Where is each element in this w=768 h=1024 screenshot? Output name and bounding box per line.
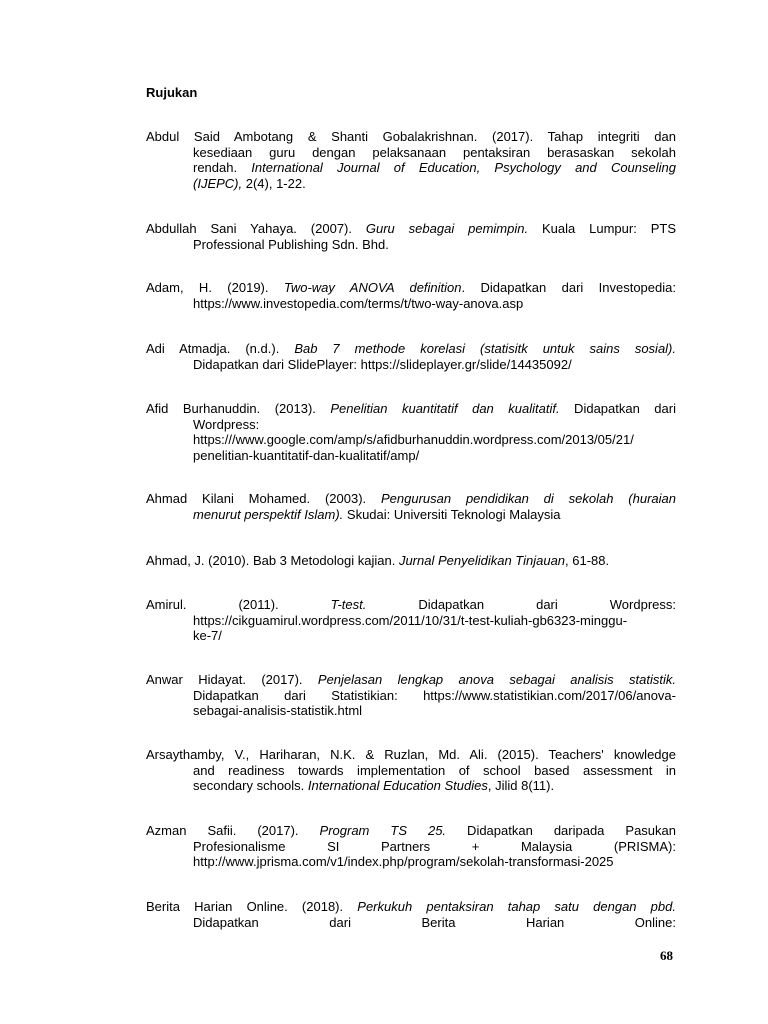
reference-line <box>146 763 676 779</box>
text: . Didapatkan dari Investopedia: <box>461 280 676 295</box>
reference-line <box>146 628 676 644</box>
reference-line <box>146 703 676 719</box>
text: https:///www.google.com/amp/s/afidburhanuddin.wordpress.com/2013/05/21/ <box>193 432 634 447</box>
text: https://cikguamirul.wordpress.com/2011/10/31/t-test-kuliah-gb6323-minggu- <box>193 612 628 628</box>
reference-line <box>146 237 676 253</box>
reference-line <box>146 507 676 523</box>
reference-line <box>146 432 676 448</box>
italic-text: Perkukuh pentaksiran tahap satu dengan pbd. <box>357 899 676 914</box>
reference-entry <box>146 221 676 252</box>
reference-line <box>146 839 676 855</box>
text: Didapatkan dari Berita Harian Online: <box>193 914 676 930</box>
reference-line <box>146 915 676 931</box>
italic-text: menurut perspektif Islam). <box>193 506 344 522</box>
text: Kuala Lumpur: PTS <box>528 221 676 236</box>
text: Arsaythamby, V., Hariharan, N.K. & Ruzlan, Md. Ali. (2015). Teachers' knowledge <box>146 747 676 762</box>
reference-entry <box>146 129 676 191</box>
text: Wordpress: <box>193 416 260 432</box>
text: Amirul. (2011). <box>146 597 331 612</box>
text: Abdullah Sani Yahaya. (2007). <box>146 221 366 236</box>
reference-line <box>146 401 676 417</box>
reference-entry <box>146 491 676 522</box>
reference-line <box>146 597 676 613</box>
page-number: 68 <box>660 948 673 963</box>
text: https://www.investopedia.com/terms/t/two-way-anova.asp <box>193 295 524 311</box>
reference-line <box>146 747 676 763</box>
reference-entry <box>146 401 676 463</box>
text: Didapatkan dari Statistikian: https://www.statistikian.com/2017/06/anova- <box>193 687 676 703</box>
text: Afid Burhanuddin. (2013). <box>146 401 331 416</box>
reference-entry <box>146 280 676 311</box>
reference-line <box>146 160 676 176</box>
reference-entry <box>146 899 676 930</box>
italic-text: Bab 7 methode korelasi (statisitk untuk sains sosial). <box>294 341 676 356</box>
reference-line <box>146 553 676 569</box>
reference-line <box>146 854 676 870</box>
text: rendah. <box>193 160 252 175</box>
text: , 61-88. <box>565 553 610 568</box>
text: Ahmad, J. (2010). Bab 3 Metodologi kajian. <box>146 553 399 568</box>
reference-line <box>146 823 676 839</box>
italic-text: (IJEPC), <box>193 175 243 191</box>
text: Anwar Hidayat. (2017). <box>146 672 318 687</box>
reference-entry <box>146 597 676 644</box>
reference-line <box>146 341 676 357</box>
reference-entry <box>146 747 676 794</box>
reference-entry <box>146 341 676 372</box>
reference-entry <box>146 672 676 719</box>
text: Ahmad Kilani Mohamed. (2003). <box>146 491 381 506</box>
italic-text: Jurnal Penyelidikan Tinjauan <box>398 553 566 568</box>
text: Adi Atmadja. (n.d.). <box>146 341 295 356</box>
italic-text: Two-way ANOVA definition <box>283 280 462 295</box>
text: Abdul Said Ambotang & Shanti Gobalakrishnan. (2017). Tahap integriti dan <box>146 129 676 144</box>
reference-line <box>146 296 676 312</box>
italic-text: Penelitian kuantitatif dan kualitatif. <box>330 401 560 416</box>
text: Professional Publishing Sdn. Bhd. <box>193 236 389 252</box>
text: sebagai-analisis-statistik.html <box>193 703 363 718</box>
italic-text: Pengurusan pendidikan di sekolah (huraian <box>380 491 676 506</box>
text: penelitian-kuantitatif-dan-kualitatif/amp/ <box>193 447 420 463</box>
text: and readiness towards implementation of school based assessment in <box>193 762 676 778</box>
text: ke-7/ <box>193 628 222 643</box>
italic-text: International Journal of Education, Psychology and Counseling <box>251 160 676 175</box>
reference-line <box>146 672 676 688</box>
italic-text: T-test. <box>330 597 367 612</box>
text: Didapatkan dari Wordpress: <box>366 597 676 612</box>
italic-text: Guru sebagai pemimpin. <box>365 221 529 236</box>
reference-line <box>146 129 676 145</box>
text: Profesionalisme SI Partners + Malaysia (PRISMA): <box>193 838 676 854</box>
text: secondary schools. <box>193 778 308 793</box>
text: , Jilid 8(11). <box>487 778 555 793</box>
italic-text: International Education Studies <box>307 778 488 793</box>
italic-text: Program TS 25. <box>319 823 447 838</box>
references-heading: Rujukan <box>146 85 198 100</box>
reference-line <box>146 221 676 237</box>
text: Skudai: Universiti Teknologi Malaysia <box>343 506 561 522</box>
text: Azman Safii. (2017). <box>146 823 320 838</box>
reference-entry <box>146 553 676 569</box>
reference-line <box>146 613 676 629</box>
reference-line <box>146 899 676 915</box>
reference-line <box>146 491 676 507</box>
text: Didapatkan dari <box>559 401 676 416</box>
reference-line <box>146 417 676 433</box>
reference-line <box>146 688 676 704</box>
reference-entry <box>146 823 676 870</box>
text: http://www.jprisma.com/v1/index.php/program/sekolah-transformasi-2025 <box>193 854 614 869</box>
reference-line <box>146 357 676 373</box>
reference-line <box>146 176 676 192</box>
text: 2(4), 1-22. <box>242 175 306 191</box>
reference-line <box>146 448 676 464</box>
reference-line <box>146 778 676 794</box>
text: kesediaan guru dengan pelaksanaan pentaksiran berasaskan sekolah <box>193 144 676 160</box>
reference-line <box>146 145 676 161</box>
reference-line <box>146 280 676 296</box>
text: Didapatkan daripada Pasukan <box>446 823 676 838</box>
italic-text: Penjelasan lengkap anova sebagai analisis statistik. <box>317 672 676 687</box>
text: Berita Harian Online. (2018). <box>146 899 358 914</box>
text: Didapatkan dari SlidePlayer: https://slideplayer.gr/slide/14435092/ <box>193 356 572 372</box>
text: Adam, H. (2019). <box>146 280 284 295</box>
